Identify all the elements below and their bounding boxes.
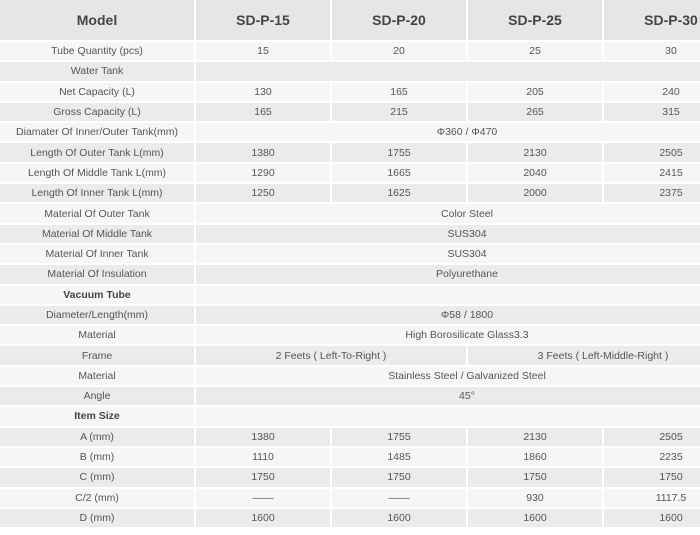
row-value-half: 2 Feets ( Left-To-Right ) (196, 346, 466, 364)
row-value: 130 (196, 83, 330, 101)
table-row (0, 306, 700, 324)
model-sd-p-30: SD-P-30 (604, 0, 700, 40)
row-value: 2505 (604, 428, 700, 446)
table-row (0, 468, 700, 486)
row-label: Material Of Middle Tank (0, 225, 194, 243)
table-row (0, 286, 700, 304)
row-value: 1665 (332, 164, 466, 182)
row-value-merged: High Borosilicate Glass3.3 (196, 326, 700, 344)
row-value: 30 (604, 42, 700, 60)
row-value: 2375 (604, 184, 700, 202)
row-value: 930 (468, 489, 602, 507)
row-value-empty (196, 62, 700, 80)
row-label: C (mm) (0, 468, 194, 486)
model-sd-p-20: SD-P-20 (332, 0, 466, 40)
row-value: 25 (468, 42, 602, 60)
row-value: 1750 (468, 468, 602, 486)
row-value: 1600 (196, 509, 330, 527)
row-label: Material (0, 326, 194, 344)
row-value: 1290 (196, 164, 330, 182)
row-value: 1755 (332, 428, 466, 446)
row-label: Vacuum Tube (0, 286, 194, 304)
row-value: 165 (332, 83, 466, 101)
row-value: 1485 (332, 448, 466, 466)
row-label: Tube Quantity (pcs) (0, 42, 194, 60)
row-value: 2000 (468, 184, 602, 202)
row-value-empty (196, 286, 700, 304)
row-value: 2505 (604, 143, 700, 161)
row-label: Angle (0, 387, 194, 405)
row-value: 1750 (604, 468, 700, 486)
row-value: 315 (604, 103, 700, 121)
row-value: 1755 (332, 143, 466, 161)
table-row (0, 407, 700, 425)
table-row (0, 326, 700, 344)
table-row (0, 265, 700, 283)
table-row (0, 387, 700, 405)
model-sd-p-25: SD-P-25 (468, 0, 602, 40)
row-value: 2415 (604, 164, 700, 182)
model-sd-p-15: SD-P-15 (196, 0, 330, 40)
row-label: Length Of Outer Tank L(mm) (0, 143, 194, 161)
row-value: 20 (332, 42, 466, 60)
row-value: 15 (196, 42, 330, 60)
table-row (0, 245, 700, 263)
row-value: 1750 (332, 468, 466, 486)
table-row (0, 103, 700, 121)
row-value: 1860 (468, 448, 602, 466)
table-row (0, 448, 700, 466)
row-value: 205 (468, 83, 602, 101)
table-row (0, 204, 700, 222)
row-value: 1117.5 (604, 489, 700, 507)
row-value: 1600 (468, 509, 602, 527)
row-value: —— (196, 489, 330, 507)
row-label: Material (0, 367, 194, 385)
row-value: 2130 (468, 428, 602, 446)
row-value: 1250 (196, 184, 330, 202)
table-row (0, 123, 700, 141)
row-value: 1380 (196, 428, 330, 446)
row-value-merged: Polyurethane (196, 265, 700, 283)
row-value-empty (196, 407, 700, 425)
row-value: 2130 (468, 143, 602, 161)
row-value-merged: Stainless Steel / Galvanized Steel (196, 367, 700, 385)
table-row (0, 143, 700, 161)
row-value: 1110 (196, 448, 330, 466)
table-row (0, 346, 700, 364)
table-row (0, 489, 700, 507)
row-label: Material Of Outer Tank (0, 204, 194, 222)
row-value: 1750 (196, 468, 330, 486)
row-value-merged: SUS304 (196, 225, 700, 243)
row-value: 165 (196, 103, 330, 121)
row-value: 240 (604, 83, 700, 101)
row-label: Water Tank (0, 62, 194, 80)
row-label: Diamater Of Inner/Outer Tank(mm) (0, 123, 194, 141)
table-row (0, 367, 700, 385)
table-row (0, 428, 700, 446)
row-label: Item Size (0, 407, 194, 425)
row-value-half: 3 Feets ( Left-Middle-Right ) (468, 346, 700, 364)
row-value: 1600 (332, 509, 466, 527)
row-value-merged: SUS304 (196, 245, 700, 263)
header-label: Model (0, 0, 194, 40)
row-value: 265 (468, 103, 602, 121)
row-label: C/2 (mm) (0, 489, 194, 507)
row-label: D (mm) (0, 509, 194, 527)
table-row (0, 509, 700, 527)
row-label: Length Of Inner Tank L(mm) (0, 184, 194, 202)
table-row (0, 225, 700, 243)
row-value-merged: Φ360 / Φ470 (196, 123, 700, 141)
row-value: —— (332, 489, 466, 507)
table-row (0, 62, 700, 80)
row-value: 2040 (468, 164, 602, 182)
row-value: 1625 (332, 184, 466, 202)
table-row (0, 42, 700, 60)
row-label: Gross Capacity (L) (0, 103, 194, 121)
row-value-merged: Color Steel (196, 204, 700, 222)
row-value: 1600 (604, 509, 700, 527)
row-label: Material Of Insulation (0, 265, 194, 283)
row-label: B (mm) (0, 448, 194, 466)
header-row (0, 0, 700, 40)
row-value: 2235 (604, 448, 700, 466)
table-row (0, 164, 700, 182)
row-value: 1380 (196, 143, 330, 161)
row-label: Diameter/Length(mm) (0, 306, 194, 324)
row-value-merged: 45° (196, 387, 700, 405)
table-row (0, 184, 700, 202)
row-value-merged: Φ58 / 1800 (196, 306, 700, 324)
row-label: A (mm) (0, 428, 194, 446)
row-label: Length Of Middle Tank L(mm) (0, 164, 194, 182)
row-label: Net Capacity (L) (0, 83, 194, 101)
row-label: Material Of Inner Tank (0, 245, 194, 263)
table-row (0, 83, 700, 101)
row-label: Frame (0, 346, 194, 364)
row-value: 215 (332, 103, 466, 121)
